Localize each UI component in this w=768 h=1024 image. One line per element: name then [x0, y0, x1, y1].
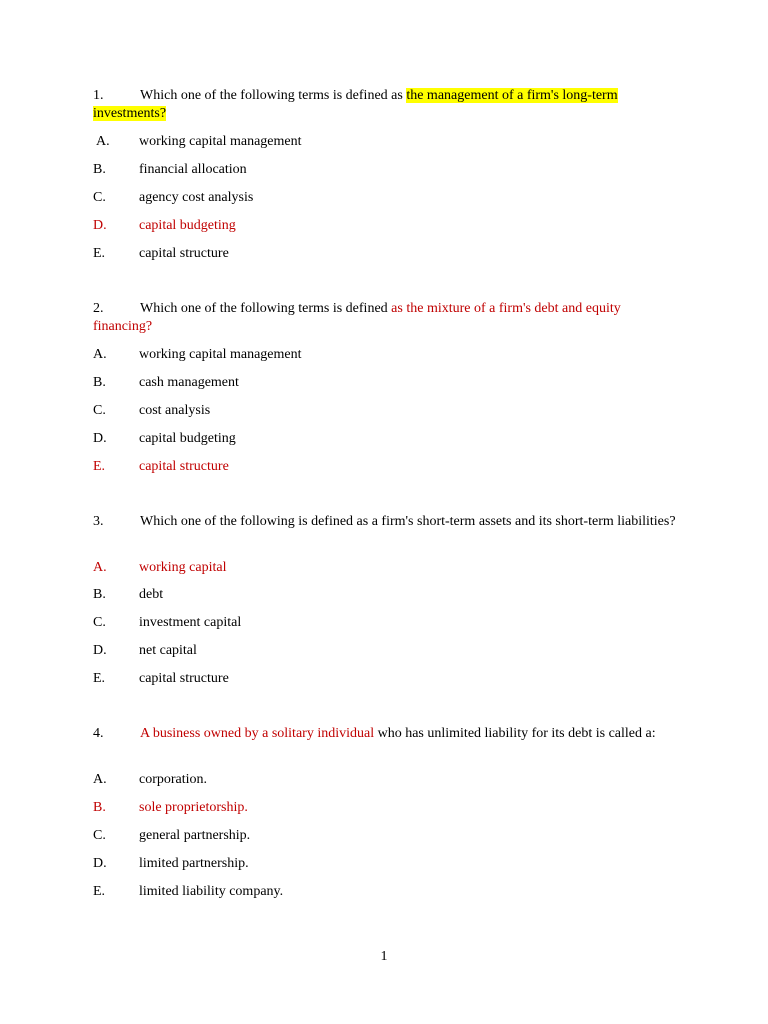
option-text: sole proprietorship. [139, 800, 248, 815]
option-letter: B. [93, 162, 106, 177]
option-text: net capital [139, 643, 197, 658]
option-text: working capital management [139, 347, 302, 362]
question-3-option-c [93, 614, 593, 632]
option-text: capital budgeting [139, 431, 236, 446]
question-3-option-b [93, 586, 593, 604]
option-text: limited partnership. [139, 856, 249, 871]
question-4-red-text: A business owned by a solitary individual [140, 726, 375, 741]
option-letter: C. [93, 615, 106, 630]
option-letter: C. [93, 828, 106, 843]
option-letter: B. [93, 375, 106, 390]
question-2-option-b [93, 374, 593, 392]
question-1-text: Which one of the following terms is defined as [140, 88, 407, 103]
option-letter: A. [93, 560, 107, 575]
option-text: corporation. [139, 772, 208, 787]
question-2-option-e-answer [93, 458, 593, 476]
question-2-text: Which one of the following terms is defined [140, 301, 392, 316]
page-number: 1 [380, 949, 388, 964]
option-letter: A. [93, 772, 107, 787]
question-4-option-d [93, 855, 593, 873]
question-4-option-b-answer [93, 799, 593, 817]
option-letter: A. [96, 134, 110, 149]
option-text: cash management [139, 375, 239, 390]
option-text: capital budgeting [139, 218, 236, 233]
question-4-stem [93, 725, 683, 743]
option-text: capital structure [139, 459, 229, 474]
option-letter: E. [93, 246, 106, 261]
question-3-text: Which one of the following is defined as a firm's short-term assets and its short-term liabilities? [140, 514, 676, 529]
question-2-option-d [93, 430, 593, 448]
option-letter: D. [93, 856, 107, 871]
option-text: debt [139, 587, 164, 602]
option-text: financial allocation [139, 162, 247, 177]
question-4-option-c [93, 827, 593, 845]
option-text: cost analysis [139, 403, 211, 418]
question-1-option-d-answer [93, 217, 593, 235]
option-letter: D. [93, 218, 107, 233]
question-3-option-e [93, 670, 593, 688]
question-1-option-b [93, 161, 593, 179]
option-letter: E. [93, 884, 106, 899]
question-4-option-a [93, 771, 593, 789]
option-letter: B. [93, 587, 106, 602]
option-text: agency cost analysis [139, 190, 254, 205]
option-letter: C. [93, 190, 106, 205]
question-2-option-c [93, 402, 593, 420]
question-4-text: who has unlimited liability for its debt is called a: [374, 726, 656, 741]
question-2-number: 2. [93, 301, 104, 316]
question-1-option-c [93, 189, 593, 207]
option-text: limited liability company. [139, 884, 284, 899]
option-letter: E. [93, 459, 106, 474]
question-4-option-e [93, 883, 593, 901]
option-letter: D. [93, 643, 107, 658]
option-letter: B. [93, 800, 106, 815]
question-1-option-a [93, 133, 593, 151]
question-3-option-a-answer [93, 559, 593, 577]
option-text: investment capital [139, 615, 242, 630]
option-text: capital structure [139, 671, 229, 686]
question-3-stem [93, 513, 683, 531]
question-1-number: 1. [93, 88, 104, 103]
option-letter: D. [93, 431, 107, 446]
option-letter: C. [93, 403, 106, 418]
question-3-option-d [93, 642, 593, 660]
question-2-stem [93, 300, 683, 336]
question-2-option-a [93, 346, 593, 364]
question-1-highlighted-text: the management of a firm's long-term investments? [93, 88, 618, 121]
question-1-option-e [93, 245, 593, 263]
question-1-stem [93, 87, 683, 123]
option-text: working capital management [139, 134, 302, 149]
option-text: general partnership. [139, 828, 251, 843]
option-letter: A. [93, 347, 107, 362]
question-3-number: 3. [93, 514, 104, 529]
option-letter: E. [93, 671, 106, 686]
option-text: working capital [139, 560, 227, 575]
question-2-red-text: as the mixture of a firm's debt and equity financing? [93, 301, 621, 334]
option-text: capital structure [139, 246, 229, 261]
question-4-number: 4. [93, 726, 104, 741]
